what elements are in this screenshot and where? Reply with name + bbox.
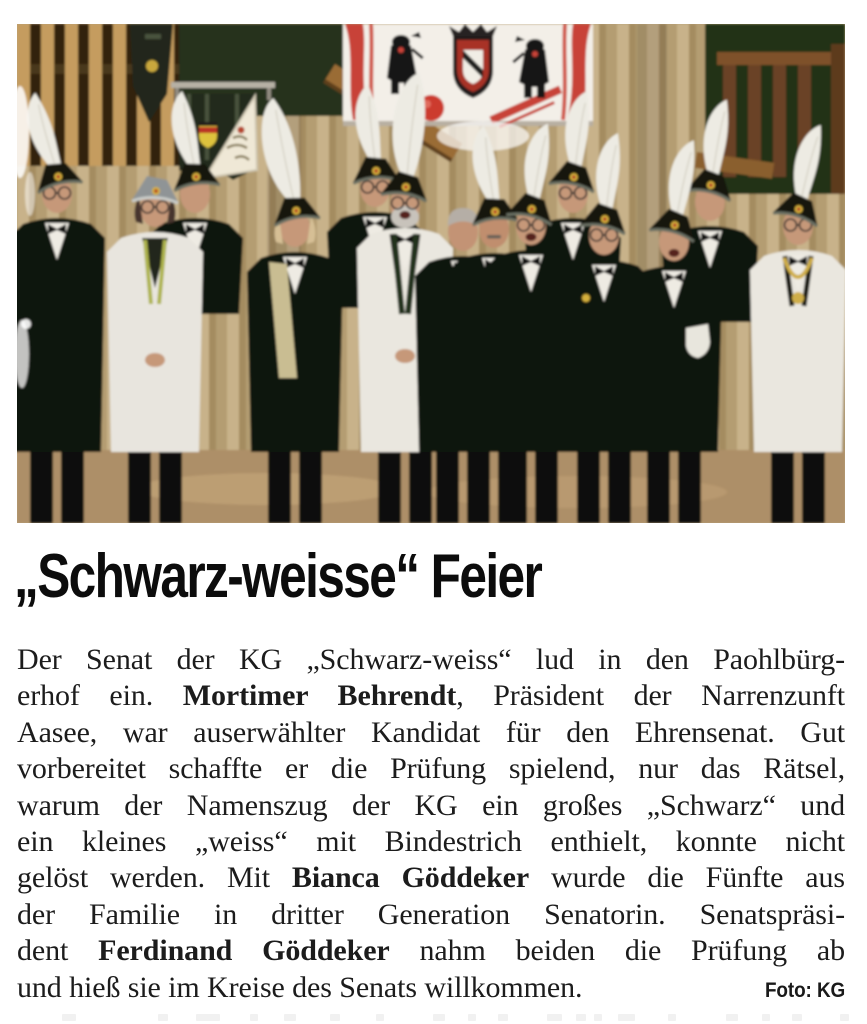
faint-dash xyxy=(376,1014,384,1021)
faint-dash xyxy=(196,1014,220,1021)
faint-dash xyxy=(762,1014,770,1021)
faint-dash xyxy=(62,1014,76,1021)
faint-dash xyxy=(158,1014,168,1021)
faint-dash xyxy=(594,1014,602,1021)
body-line: dent Ferdinand Göddeker nahm beiden die Prüfung ab xyxy=(17,934,845,968)
body-line: und hieß sie im Kreise des Senats willkommen. Foto: KG xyxy=(17,970,845,1006)
faint-dash xyxy=(792,1014,802,1021)
body-line: ein kleines „weiss“ mit Bindestrich enthielt, konnte nicht xyxy=(17,824,845,858)
photo-scene xyxy=(17,24,845,523)
body-line: Aasee, war auserwählter Kandidat für den Ehrensenat. Gut xyxy=(17,715,845,749)
article-photo xyxy=(17,24,845,523)
faint-dash xyxy=(576,1014,586,1021)
body-line: erhof ein. Mortimer Behrendt, Präsident der Narrenzunft xyxy=(17,679,845,713)
photo-credit: Foto: KG xyxy=(764,977,845,1002)
body-line: gelöst werden. Mit Bianca Göddeker wurde die Fünfte aus xyxy=(17,861,845,895)
faint-dash xyxy=(330,1014,340,1021)
faint-dash xyxy=(433,1014,445,1021)
body-line: der Familie in dritter Generation Senatorin. Senatspräsi- xyxy=(17,897,845,931)
faint-dash xyxy=(468,1014,476,1021)
body-line: warum der Namenszug der KG ein großes „Schwarz“ und xyxy=(17,788,845,822)
faint-dash xyxy=(250,1014,258,1021)
article-headline: „Schwarz-weisse“ Feier xyxy=(14,542,542,611)
faint-dash xyxy=(726,1014,738,1021)
faint-dash xyxy=(498,1014,508,1021)
faint-dash xyxy=(547,1014,562,1021)
article-body xyxy=(17,642,845,1006)
faint-dash xyxy=(284,1014,296,1021)
body-line: vorbereitet schaffte er die Prüfung spielend, nur das Rätsel, xyxy=(17,752,845,786)
faint-dash xyxy=(668,1014,676,1021)
faint-dash xyxy=(618,1014,635,1021)
body-line: Der Senat der KG „Schwarz-weiss“ lud in den Paohlbürg- xyxy=(17,643,845,676)
faint-dash xyxy=(840,1014,849,1021)
society-banner xyxy=(343,24,593,130)
